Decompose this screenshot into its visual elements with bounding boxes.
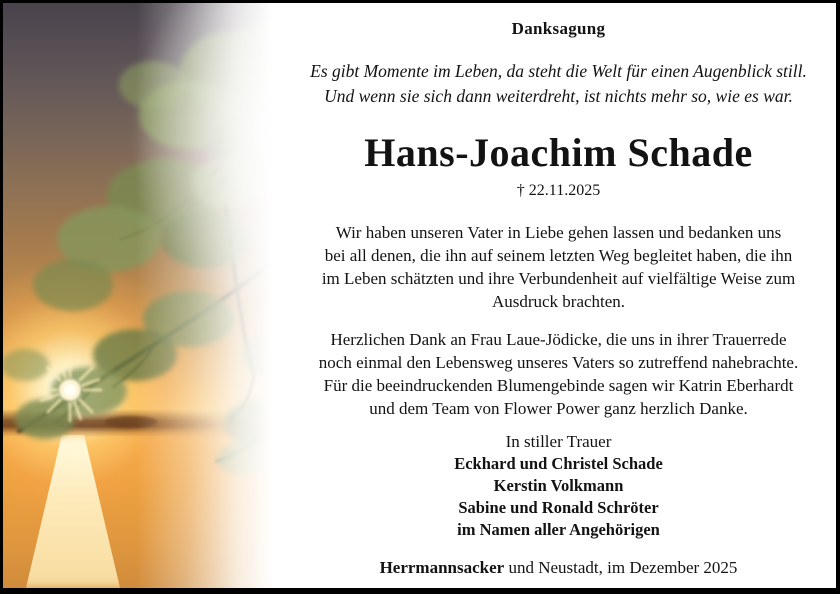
place-name: Herrmannsacker <box>379 558 505 577</box>
deceased-name: Hans-Joachim Schade <box>364 130 753 175</box>
paragraph-line: Wir haben unseren Vater in Liebe gehen lassen und bedanken uns <box>335 223 782 242</box>
thanks-paragraph-1 <box>322 221 795 313</box>
photo-white-fade <box>3 3 281 588</box>
sunset-lake-photo <box>3 3 281 588</box>
mourner-line: Kerstin Volkmann <box>493 476 624 495</box>
mourner-line: im Namen aller Angehörigen <box>457 520 660 539</box>
paragraph-line: Für die beeindruckenden Blumengebinde sagen wir Katrin Eberhardt <box>323 376 794 395</box>
thanks-paragraph-2 <box>319 328 798 420</box>
mourners-block <box>454 431 663 541</box>
notice-text-column <box>281 3 836 588</box>
paragraph-line: Herzlichen Dank an Frau Laue-Jödicke, die uns in ihrer Trauerrede <box>330 330 787 349</box>
paragraph-line: noch einmal den Lebensweg unseres Vaters so zutreffend nahebrachte. <box>318 353 799 372</box>
mourner-line: Sabine und Ronald Schröter <box>458 498 659 517</box>
memorial-quote <box>310 59 807 109</box>
death-date: † 22.11.2025 <box>516 182 601 199</box>
paragraph-line: bei all denen, die ihn auf seinem letzten Weg begleitet haben, die ihn <box>324 246 793 265</box>
mourner-line: Eckhard und Christel Schade <box>454 454 663 473</box>
quote-line: Es gibt Momente im Leben, da steht die Welt für einen Augenblick still. <box>310 61 807 81</box>
notice-header: Danksagung <box>511 19 606 38</box>
paragraph-line: und dem Team von Flower Power ganz herzlich Danke. <box>369 399 748 418</box>
place-date-rest: und Neustadt, im Dezember 2025 <box>504 558 738 577</box>
quote-line: Und wenn sie sich dann weiterdreht, ist nichts mehr so, wie es war. <box>324 86 793 106</box>
place-date-line <box>380 557 738 578</box>
paragraph-line: Ausdruck brachten. <box>491 292 626 311</box>
paragraph-line: im Leben schätzten und ihre Verbundenheit auf vielfältige Weise zum <box>321 269 796 288</box>
closing-phrase: In stiller Trauer <box>505 432 612 451</box>
